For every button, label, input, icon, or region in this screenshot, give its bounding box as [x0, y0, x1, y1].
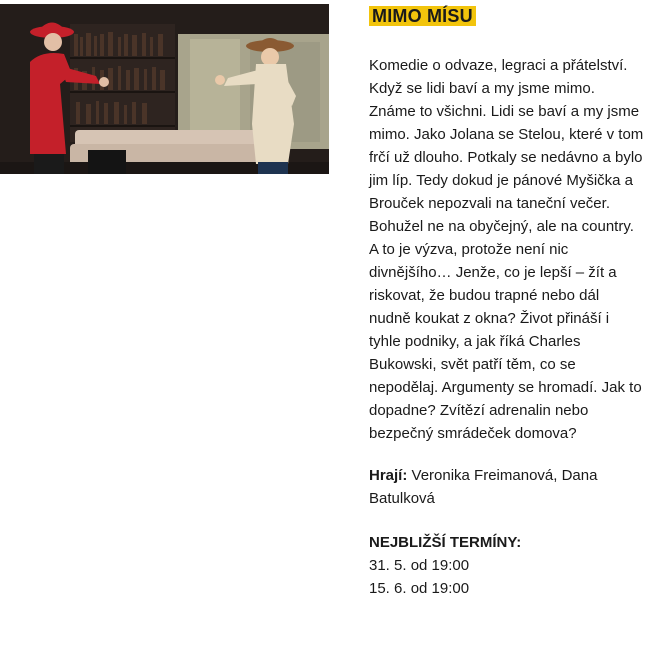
- cast-names: Veronika Freimanová, Dana Batulková: [369, 467, 598, 507]
- date-item[interactable]: 15. 6. od 19:00: [369, 580, 470, 597]
- dates-heading: NEJBLIŽŠÍ TERMÍNY:: [369, 534, 522, 551]
- show-detail: [369, 6, 644, 600]
- cast-info: [369, 464, 644, 510]
- date-item[interactable]: 31. 5. od 19:00: [369, 557, 470, 574]
- description-text: Komedie o odvaze, legraci a přátelství. Když se lidi baví a my jsme mimo. Známe to všichni. Lidi se baví a my jsme mimo. Jako Jolana se Stelou, které v tom frčí už dlouho. Potkaly se nedávno a bylo jim líp. Tedy dokud je pánové Myšička a Brouček nepozvali na taneční večer. Bohužel ne na obyčejný, ale na country. A to je výzva, protože není nic divnějšího… Jenže, co je lepší – žít a riskovat, že budou trapné nebo dál nudně koukat z okna? Život přináší i tyhle podniky, a jak říká Charles Bukowski, svět patří těm, co se nepodělaj. Argumenty se hromadí. Jak to dopadne? Zvítězí adrenalin nebo bezpečný smrádeček domova?: [369, 57, 644, 442]
- show-description: [369, 54, 644, 445]
- cast-label: Hrají:: [369, 467, 408, 484]
- show-photo[interactable]: [0, 4, 329, 174]
- show-title: MIMO MÍSU: [369, 6, 476, 26]
- upcoming-dates: [369, 531, 644, 600]
